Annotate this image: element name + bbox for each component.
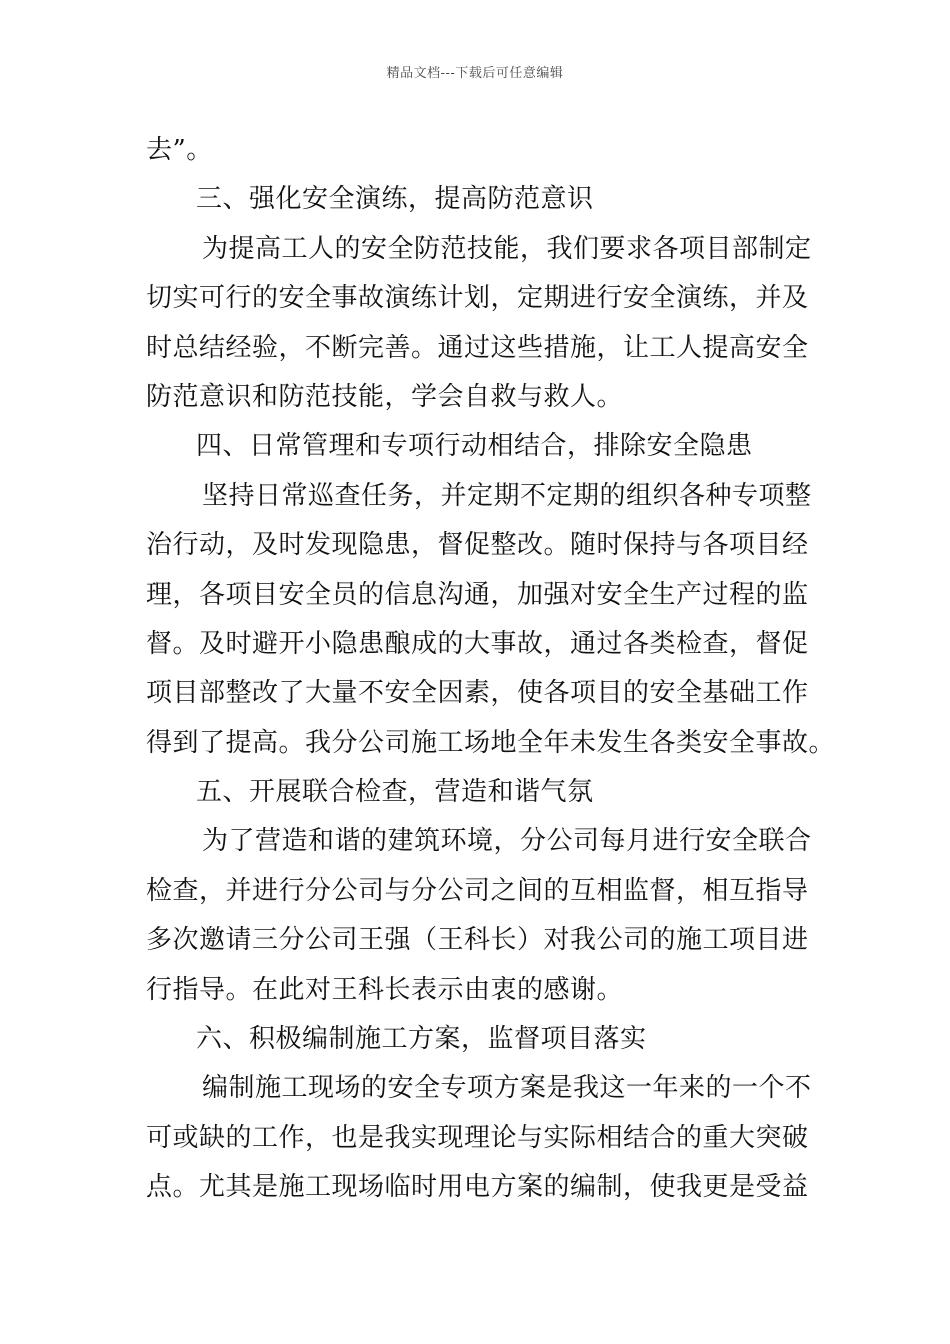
text-line: 多次邀请三分公司王强（王科长）对我公司的施工项目进 (146, 925, 809, 956)
text-line: 检查，并进行分公司与分公司之间的互相监督，相互指导 (146, 875, 809, 906)
section-heading: 四、日常管理和专项行动相结合，排除安全隐患 (196, 431, 753, 462)
text-line: 为了营造和谐的建筑环境，分公司每月进行安全联合 (202, 826, 812, 857)
section-heading: 六、积极编制施工方案，监督项目落实 (196, 1024, 647, 1055)
text-line: 防范意识和防范技能，学会自救与救人。 (146, 381, 624, 412)
text-line: 治行动，及时发现隐患，督促整改。随时保持与各项目经 (146, 530, 809, 561)
text-line: 时总结经验，不断完善。通过这些措施，让工人提高安全 (146, 332, 809, 363)
text-line: 为提高工人的安全防范技能，我们要求各项目部制定 (202, 233, 812, 264)
section-heading: 五、开展联合检查，营造和谐气氛 (196, 777, 594, 808)
text-line: 编制施工现场的安全专项方案是我这一年来的一个不 (202, 1073, 812, 1104)
section-heading: 三、强化安全演练，提高防范意识 (196, 184, 594, 215)
text-line: 可或缺的工作，也是我实现理论与实际相结合的重大突破 (146, 1122, 809, 1153)
text-line: 督。及时避开小隐患酿成的大事故，通过各类检查，督促 (146, 628, 809, 659)
text-line: 行指导。在此对王科长表示由衷的感谢。 (146, 974, 624, 1005)
page-header: 精品文档---下载后可任意编辑 (386, 66, 564, 81)
text-line: 坚持日常巡查任务，并定期不定期的组织各种专项整 (202, 480, 812, 511)
text-line: 项目部整改了大量不安全因素，使各项目的安全基础工作 (146, 678, 809, 709)
text-line: 得到了提高。我分公司施工场地全年未发生各类安全事故。 (146, 727, 836, 758)
text-line: 切实可行的安全事故演练计划，定期进行安全演练，并及 (146, 283, 809, 314)
text-line: 理，各项目安全员的信息沟通，加强对安全生产过程的监 (146, 579, 809, 610)
text-line: 去”。 (146, 135, 213, 165)
document-body (146, 126, 836, 1213)
text-line: 点。尤其是施工现场临时用电方案的编制，使我更是受益 (146, 1172, 809, 1203)
